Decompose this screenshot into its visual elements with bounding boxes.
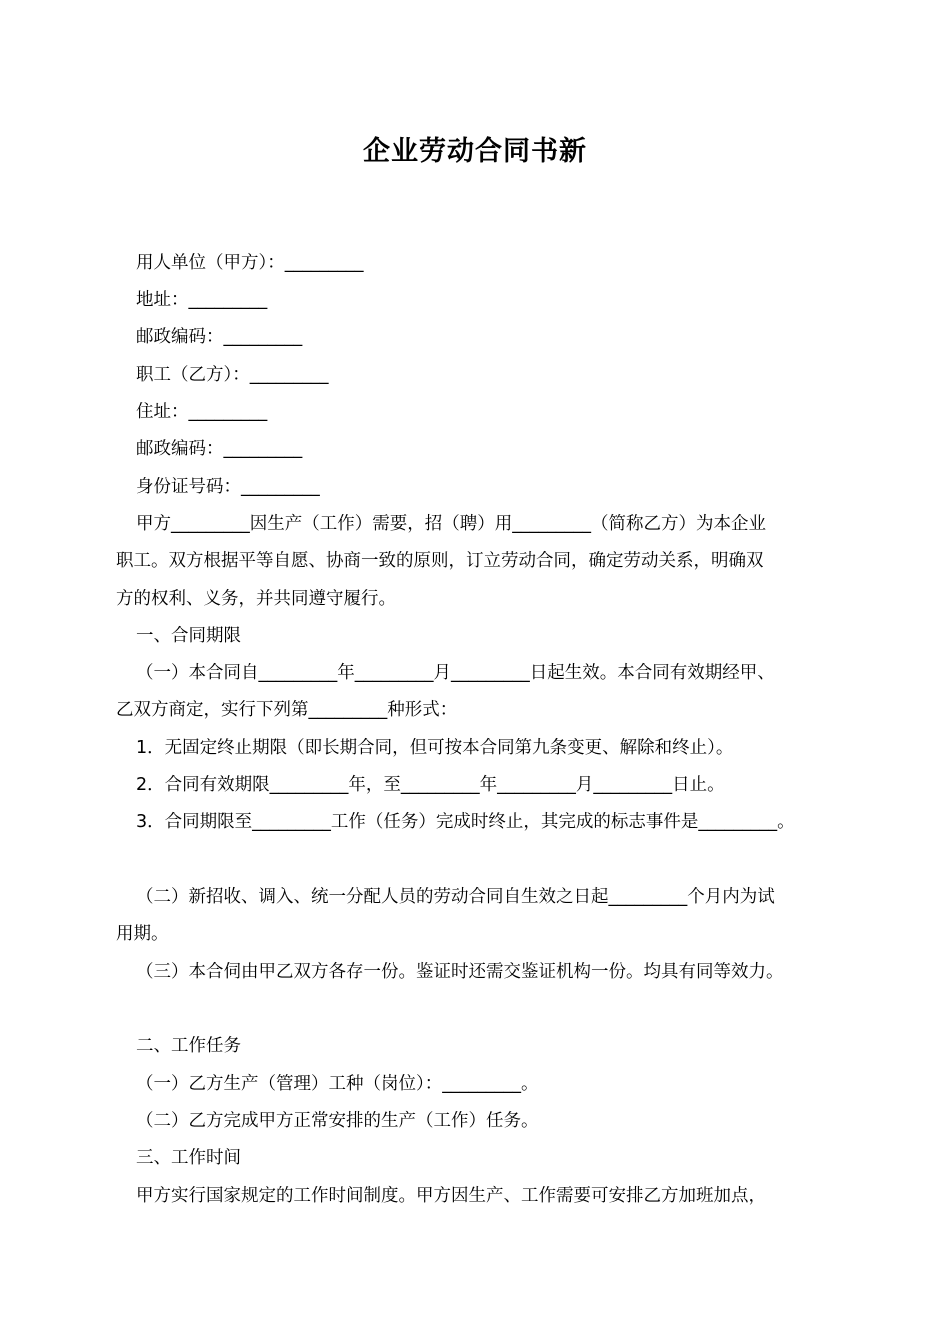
id-number-line: 身份证号码：_________ [136,477,320,497]
section-heading-2: 二、工作任务 [136,1036,241,1056]
employer-postcode-line: 邮政编码：_________ [136,327,303,347]
clause-1-1-option-2: 2．合同有效期限_________年，至_________年_________月_________日止。 [136,775,725,795]
clause-1-2-line-1: （二）新招收、调入、统一分配人员的劳动合同自生效之日起_________个月内为试 [136,887,775,907]
employee-address-line: 住址：_________ [136,402,268,422]
clause-2-1-line: （一）乙方生产（管理）工种（岗位）：_________。 [136,1074,539,1094]
paragraph-intro-line-1: 甲方_________因生产（工作）需要，招（聘）用_________（简称乙方）为本企业 [136,514,766,534]
paragraph-intro-line-3: 方的权利、义务，并共同遵守履行。 [116,589,396,609]
section-heading-1: 一、合同期限 [136,626,241,646]
clause-1-3-line: （三）本合伺由甲乙双方各存一份。鉴证时还需交鉴证机构一份。均具有同等效力。 [136,962,784,982]
clause-1-1-line-1: （一）本合同自_________年_________月_________日起生效。本合同有效期经甲、 [136,663,775,683]
clause-1-1-option-3: 3．合同期限至_________工作（任务）完成时终止，其完成的标志事件是_________。 [136,812,795,832]
employer-name-line: 用人单位（甲方）：_________ [136,253,364,273]
clause-3-line-1: 甲方实行国家规定的工作时间制度。甲方因生产、工作需要可安排乙方加班加点， [136,1186,766,1206]
clause-1-1-line-2: 乙双方商定，实行下列第_________种形式： [116,700,458,720]
document-title: 企业劳动合同书新 [363,136,587,167]
employee-name-line: 职工（乙方）：_________ [136,365,329,385]
clause-1-2-line-2: 用期。 [116,924,169,944]
paragraph-intro-line-2: 职工。双方根据平等自愿、协商一致的原则，订立劳动合同，确定劳动关系，明确双 [116,551,764,571]
employee-postcode-line: 邮政编码：_________ [136,439,303,459]
section-heading-3: 三、工作时间 [136,1148,241,1168]
employer-address-line: 地址：_________ [136,290,268,310]
clause-1-1-option-1: 1．无固定终止期限（即长期合同，但可按本合同第九条变更、解除和终止）。 [136,738,734,758]
clause-2-2-line: （二）乙方完成甲方正常安排的生产（工作）任务。 [136,1111,539,1131]
